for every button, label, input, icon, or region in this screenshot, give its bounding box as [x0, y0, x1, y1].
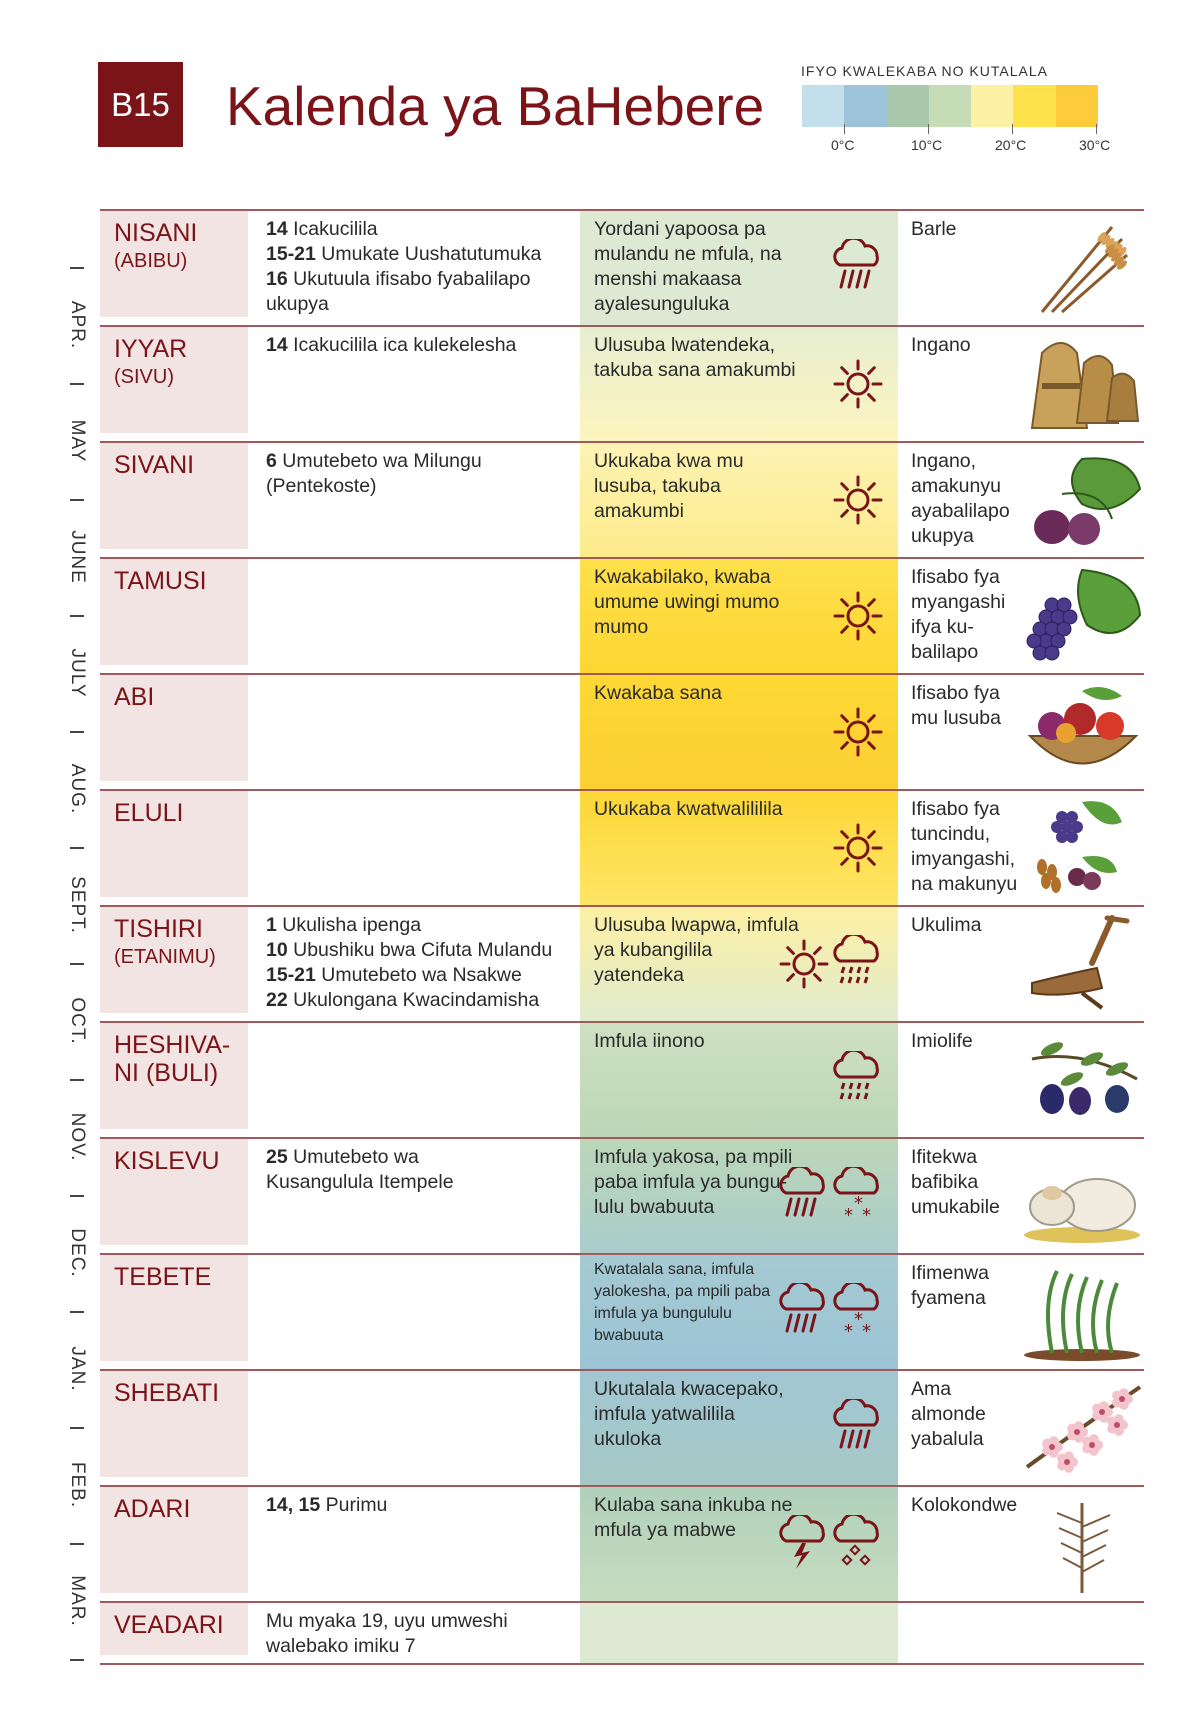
gregorian-month-label: SEPT. [67, 876, 88, 934]
festival-line [266, 449, 586, 474]
dates-grapes-icon [1022, 797, 1144, 899]
hebrew-month-name: SIVANI [114, 451, 195, 479]
hebrew-month-alt-name: (ABIBU) [114, 250, 188, 272]
weather-description: Kwatalala sana, imfula yalokesha, pa mpili paba imfula ya bungululu bwabuuta [594, 1261, 771, 1344]
hebrew-month-name: TEBETE [114, 1263, 212, 1291]
weather-icons [832, 443, 884, 557]
crop-description: Barle [911, 218, 957, 240]
rain-cloud-icon [778, 1283, 830, 1341]
festival-text: Umutebeto wa Milungu [282, 450, 482, 472]
festivals-cell [266, 217, 586, 317]
sun-icon [832, 590, 884, 642]
month-divider [70, 1659, 84, 1661]
festival-text: Icakucilila ica kulekelesha [293, 334, 517, 356]
gregorian-month [60, 1079, 94, 1195]
month-row [100, 1137, 1144, 1253]
hebrew-month-name: KISLEVU [114, 1147, 220, 1175]
month-divider [70, 963, 84, 965]
gregorian-month [60, 963, 94, 1079]
festival-day: 1 [266, 914, 277, 936]
weather-cell [580, 1603, 898, 1663]
temperature-legend-ticks [802, 124, 1142, 136]
calendar-table [100, 209, 1144, 1665]
hebrew-month-name: TAMUSI [114, 567, 207, 595]
festival-text: Ukutuula ifisabo fyabalilapo [293, 268, 531, 290]
weather-cell [580, 907, 898, 1021]
festivals-cell [266, 1145, 586, 1195]
month-row [100, 325, 1144, 441]
festival-line [266, 1609, 586, 1634]
weather-cell [580, 1487, 898, 1601]
month-divider [70, 1079, 84, 1081]
chart-badge: B15 [98, 62, 183, 147]
hebrew-month-name: TISHIRI [114, 915, 203, 943]
hebrew-month-alt-name: NI (BULI) [114, 1059, 219, 1087]
weather-description: Imfula iinono [594, 1030, 705, 1052]
hebrew-month-alt-name: (SIVU) [114, 366, 174, 388]
festival-line [266, 267, 586, 292]
hebrew-month-name: VEADARI [114, 1611, 224, 1639]
weather-icons [778, 1487, 884, 1601]
month-divider [70, 1311, 84, 1313]
festival-text: Ukulongana Kwacindamisha [293, 989, 540, 1011]
festival-day: 14 [266, 334, 288, 356]
gregorian-month [60, 1427, 94, 1543]
festival-line [266, 474, 586, 499]
svg-text:*: * [854, 1309, 863, 1330]
fruit-basket-icon [1022, 681, 1144, 783]
festival-day: 15-21 [266, 964, 316, 986]
hebrew-month-cell [100, 211, 248, 317]
festival-day: 6 [266, 450, 277, 472]
svg-text:*: * [844, 1205, 853, 1225]
month-divider [70, 731, 84, 733]
festival-text: walebako imiku 7 [266, 1635, 416, 1657]
weather-cell [580, 1139, 898, 1253]
festivals-cell [266, 449, 586, 499]
drizzle-cloud-icon [832, 1051, 884, 1109]
gregorian-month-label: AUG. [67, 763, 88, 815]
gregorian-month [60, 1543, 94, 1659]
weather-description: Ukutalala kwacepako, imfula yatwalilila ukuloka [594, 1378, 784, 1450]
crop-description: Ifisabo fya mu lusuba [911, 682, 1001, 729]
month-divider [70, 267, 84, 269]
legend-label-0: 0°C [831, 137, 855, 153]
festival-text: (Pentekoste) [266, 475, 377, 497]
flax-icon [1022, 1493, 1144, 1595]
month-divider [70, 1427, 84, 1429]
gregorian-month [60, 1195, 94, 1311]
gregorian-month [60, 1311, 94, 1427]
crop-description: Ama almonde yabalula [911, 1378, 986, 1450]
hebrew-month-cell [100, 443, 248, 549]
weather-icons [778, 907, 884, 1021]
legend-label-30: 30°C [1079, 137, 1111, 153]
weather-description: Ulusuba lwapwa, imfula ya kubangilila yatendeka [594, 914, 799, 986]
weather-description: Yordani yapoosa pa mulandu ne mfula, na menshi makaasa ayalesunguluka [594, 218, 782, 315]
hebrew-month-cell [100, 1255, 248, 1361]
hebrew-month-cell [100, 907, 248, 1013]
hebrew-month-cell [100, 1139, 248, 1245]
weather-icons [832, 791, 884, 905]
month-row [100, 441, 1144, 557]
weather-cell [580, 675, 898, 789]
festival-text: Ubushiku bwa Cifuta Mulandu [293, 939, 553, 961]
svg-text:*: * [844, 1321, 853, 1341]
legend-swatch [1056, 85, 1098, 127]
festival-line [266, 988, 586, 1013]
storm-cloud-icon [778, 1515, 830, 1573]
weather-cell [580, 211, 898, 325]
festival-line [266, 938, 586, 963]
festival-line [266, 1145, 586, 1170]
gregorian-month-label: JUNE [67, 530, 88, 584]
month-divider [70, 615, 84, 617]
weather-icons [832, 327, 884, 441]
festivals-cell [266, 333, 586, 358]
crop-description: Ifimenwa fyamena [911, 1262, 990, 1309]
festival-line [266, 913, 586, 938]
month-row [100, 557, 1144, 673]
hebrew-month-name: ADARI [114, 1495, 191, 1523]
festival-line [266, 963, 586, 988]
weather-icons [778, 1139, 884, 1253]
hebrew-month-cell [100, 1023, 248, 1129]
hebrew-month-name: ABI [114, 683, 155, 711]
gregorian-month [60, 267, 94, 383]
festival-line [266, 1493, 586, 1518]
festival-day: 14, 15 [266, 1494, 321, 1516]
festival-text: Ukulisha ipenga [282, 914, 422, 936]
month-divider [70, 499, 84, 501]
weather-cell [580, 559, 898, 673]
festivals-cell [266, 1609, 586, 1659]
weather-cell [580, 791, 898, 905]
rain-cloud-icon [778, 1167, 830, 1225]
sun-icon [778, 938, 830, 990]
crop-description: Ingano [911, 334, 971, 356]
gregorian-month-label: NOV. [67, 1112, 88, 1162]
weather-cell [580, 1023, 898, 1137]
legend-swatch [844, 85, 886, 127]
weather-cell [580, 1371, 898, 1485]
legend-swatch [929, 85, 971, 127]
festival-text: ukupya [266, 293, 329, 315]
hebrew-month-cell [100, 1487, 248, 1593]
festivals-cell [266, 1493, 586, 1518]
weather-cell [580, 327, 898, 441]
crop-description: Ifitekwa bafibika umukabile [911, 1146, 1000, 1218]
weather-icons [832, 559, 884, 673]
sheep-icon [1022, 1145, 1144, 1247]
rain-cloud-icon [832, 1399, 884, 1457]
weather-description: Ulusuba lwatendeka, takuba sana amakumbi [594, 334, 796, 381]
hebrew-month-name: SHEBATI [114, 1379, 220, 1407]
festival-day: 25 [266, 1146, 288, 1168]
weather-icons [832, 1371, 884, 1485]
sun-icon [832, 706, 884, 758]
sun-icon [832, 474, 884, 526]
festival-day: 14 [266, 218, 288, 240]
weather-description: Kulaba sana inkuba ne mfula ya mabwe [594, 1494, 793, 1541]
gregorian-month-label: MAY [67, 419, 88, 463]
legend-swatch [802, 85, 844, 127]
weather-icons [832, 211, 884, 325]
gregorian-month-scale [60, 209, 94, 1669]
drizzle-cloud-icon [832, 935, 884, 993]
weather-icons [832, 675, 884, 789]
hebrew-month-cell [100, 1371, 248, 1477]
hebrew-month-cell [100, 1603, 248, 1655]
gregorian-month-label: FEB. [67, 1461, 88, 1509]
crop-description: Ukulima [911, 914, 982, 936]
gregorian-month [60, 731, 94, 847]
month-row [100, 1601, 1144, 1665]
hebrew-month-name: IYYAR [114, 335, 188, 363]
month-row [100, 673, 1144, 789]
festival-day: 15-21 [266, 243, 316, 265]
month-row [100, 1253, 1144, 1369]
legend-label-10: 10°C [911, 137, 943, 153]
month-divider [70, 847, 84, 849]
crop-description: Ingano, amakunyu ayabalilapo ukupya [911, 450, 1010, 547]
month-row [100, 1485, 1144, 1601]
barley-icon [1022, 217, 1144, 319]
gregorian-month-label: JAN. [67, 1346, 88, 1392]
hebrew-month-cell [100, 327, 248, 433]
gregorian-month-label: DEC. [67, 1228, 88, 1278]
month-divider [70, 1195, 84, 1197]
festival-text: Umutebeto wa [293, 1146, 419, 1168]
hebrew-month-name: ELULI [114, 799, 184, 827]
olives-icon [1022, 1029, 1144, 1131]
month-row [100, 209, 1144, 325]
hebrew-month-name: NISANI [114, 219, 198, 247]
grapes-icon [1022, 565, 1144, 667]
legend-swatch [887, 85, 929, 127]
festival-line [266, 333, 586, 358]
weather-icons [778, 1255, 884, 1369]
hebrew-month-cell [100, 791, 248, 897]
month-divider [70, 383, 84, 385]
festival-text: Mu myaka 19, uyu umweshi [266, 1610, 508, 1632]
svg-text:*: * [862, 1321, 871, 1341]
plow-icon [1022, 913, 1144, 1015]
hail-cloud-icon [832, 1515, 884, 1573]
gregorian-month-label: APR. [67, 300, 88, 350]
weather-cell [580, 1255, 898, 1369]
page-title: Kalenda ya BaHebere [226, 75, 765, 137]
month-row [100, 1369, 1144, 1485]
gregorian-month-label: JULY [67, 648, 88, 698]
snow-cloud-icon [832, 1167, 884, 1225]
festival-day: 16 [266, 268, 288, 290]
festival-line [266, 242, 586, 267]
festival-line [266, 292, 586, 317]
weather-description: Kwakabilako, kwaba umume uwingi mumo mumo [594, 566, 780, 638]
festival-text: Kusangulula Itempele [266, 1171, 454, 1193]
crop-description: Ifisabo fya myangashi ifya kubalilapo [911, 566, 1006, 663]
festival-text: Icakucilila [293, 218, 378, 240]
temperature-legend-title: IFYO KWALEKABA NO KUTALALA [801, 63, 1048, 79]
crop-description: Imiolife [911, 1030, 973, 1052]
hebrew-month-alt-name: (ETANIMU) [114, 946, 216, 968]
month-row [100, 1021, 1144, 1137]
weather-description: Ukukaba kwatwalililila [594, 798, 783, 820]
festival-text: Purimu [325, 1494, 388, 1516]
sprouts-icon [1022, 1261, 1144, 1363]
festival-line [266, 1170, 586, 1195]
gregorian-month [60, 383, 94, 499]
weather-description: Kwakaba sana [594, 682, 722, 704]
gregorian-month-label: MAR. [67, 1575, 88, 1627]
svg-text:*: * [862, 1205, 871, 1225]
svg-text:*: * [854, 1193, 863, 1214]
festival-day: 10 [266, 939, 288, 961]
snow-cloud-icon [832, 1283, 884, 1341]
sun-icon [832, 358, 884, 410]
wheat-sheaves-icon [1022, 333, 1144, 435]
festival-line [266, 1634, 586, 1659]
festival-text: Umukate Uushatutumuka [321, 243, 542, 265]
weather-description: Ukukaba kwa mu lusuba, takuba amakumbi [594, 450, 744, 522]
gregorian-month [60, 499, 94, 615]
month-divider [70, 1543, 84, 1545]
festival-text: Umutebeto wa Nsakwe [321, 964, 522, 986]
fig-icon [1022, 449, 1144, 551]
legend-swatch [1013, 85, 1055, 127]
weather-description: Imfula yakosa, pa mpili paba imfula ya bungululu bwabuuta [594, 1146, 793, 1218]
hebrew-month-name: HESHIVA- [114, 1031, 231, 1059]
gregorian-month [60, 847, 94, 963]
almond-blossom-icon [1022, 1377, 1144, 1479]
weather-icons [832, 1023, 884, 1137]
festivals-cell [266, 913, 586, 1013]
sun-icon [832, 822, 884, 874]
hebrew-month-cell [100, 675, 248, 781]
legend-swatch [971, 85, 1013, 127]
rain-cloud-icon [832, 239, 884, 297]
temperature-legend-bar [802, 85, 1098, 127]
crop-description: Kolokondwe [911, 1494, 1018, 1516]
legend-label-20: 20°C [995, 137, 1027, 153]
hebrew-month-cell [100, 559, 248, 665]
gregorian-month [60, 615, 94, 731]
month-row [100, 789, 1144, 905]
crop-description: Ifisabo fya tuncindu, imyangashi, na makunyu [911, 798, 1018, 895]
festival-day: 22 [266, 989, 288, 1011]
month-row [100, 905, 1144, 1021]
festival-line [266, 217, 586, 242]
weather-cell [580, 443, 898, 557]
gregorian-month-label: OCT. [67, 997, 88, 1045]
